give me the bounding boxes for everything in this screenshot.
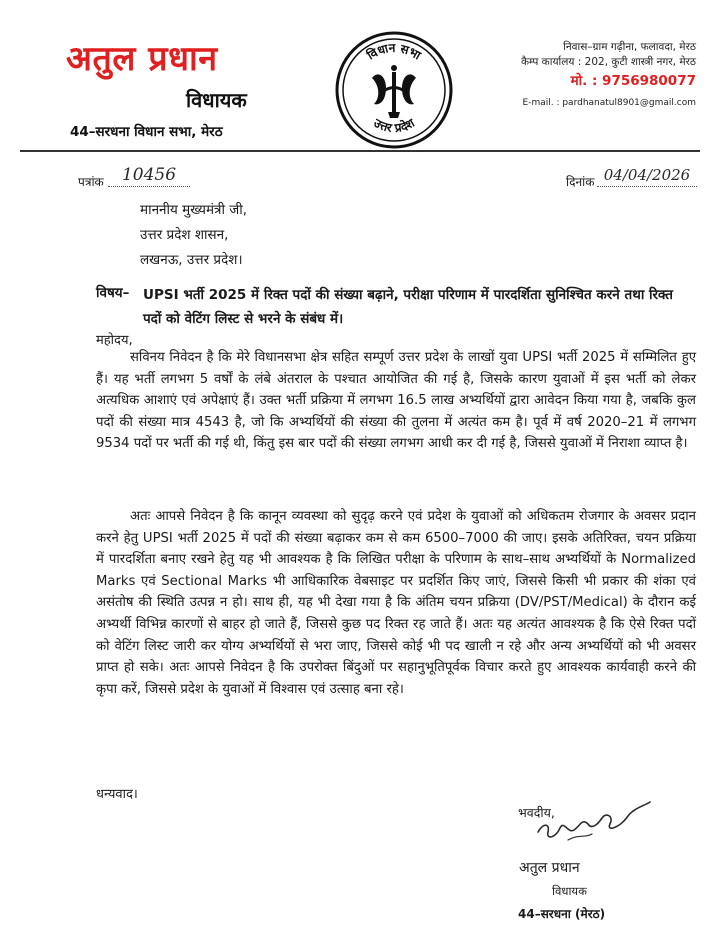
up-assembly-emblem-icon [334, 30, 454, 150]
signer-designation: विधायक [552, 884, 587, 898]
addressee-block [140, 198, 247, 273]
reference-number: 10456 [108, 164, 190, 187]
addressee-line: उत्तर प्रदेश शासन, [140, 227, 229, 243]
date-label: दिनांक [566, 175, 595, 189]
letterhead-contact [496, 40, 696, 111]
emblem-top-text: विधान सभा [364, 40, 424, 63]
sign-off: भवदीय, [518, 805, 555, 820]
closing-thanks: धन्यवाद। [96, 787, 138, 802]
camp-office-address: कैम्प कार्यालय : 202, कुटी शास्त्री नगर, मेरठ [520, 56, 696, 68]
subject-label: विषय– [96, 285, 130, 301]
letterhead-name: अतुल प्रधान [66, 39, 218, 79]
handwritten-signature [528, 794, 658, 854]
emblem-bottom-text: उत्तर प्रदेश [371, 115, 417, 136]
date-value: 04/04/2026 [597, 164, 697, 187]
signer-name: अतुल प्रधान [519, 860, 580, 876]
addressee-line: माननीय मुख्यमंत्री जी, [140, 202, 248, 218]
signer-constituency: 44–सरधना (मेरठ) [518, 907, 606, 921]
body-paragraph-2: अतः आपसे निवेदन है कि कानून व्यवस्था को सुदृढ़ करने एवं प्रदेश के युवाओं को अधिकतम रोजगार के अवसर प्रदान करने हेतु UPSI भर्ती 2025 में पदों की संख्या बढ़ाकर कम से कम 6500–7000 की जाए। इसके अतिरिक्त, चयन प्रक्रिया में पारदर्शिता बनाए रखने हेतु यह भी आवश्यक है कि लिखित परीक्षा के परिणाम के साथ–साथ अभ्यर्थियों के Normalized Marks एवं Sectional Marks भी आधिकारिक वेबसाइट पर प्रदर्शित किए जाएं, जिससे किसी भी प्रकार की शंका एवं असंतोष की स्थिति उत्पन्न न हो। साथ ही, यह भी देखा गया है कि अंतिम चयन प्रक्रिया (DV/PST/Medical) के दौरान कई अभ्यर्थी विभिन्न कारणों से बाहर हो जाते हैं, जिससे कुछ पद रिक्त रह जाते हैं। अतः यह अत्यंत आवश्यक है कि ऐसे रिक्त पदों को वेटिंग लिस्ट जारी कर योग्य अभ्यर्थियों से भरा जाए, जिससे कोई भी पद खाली न रहे और अन्य अभ्यर्थियों को भी अवसर प्राप्त हो सके। अतः आपसे निवेदन है कि उपरोक्त बिंदुओं पर सहानुभूतिपूर्वक विचार करते हुए आवश्यक कार्यवाही करने की कृपा करें, जिससे प्रदेश के युवाओं में विश्वास एवं उत्साह बना रहे। [96, 509, 696, 697]
salutation: महोदय, [96, 333, 133, 348]
subject-text: UPSI भर्ती 2025 में रिक्त पदों की संख्या बढ़ाने, परीक्षा परिणाम में पारदर्शिता सुनिश्चित करने तथा रिक्त पदों को वेटिंग लिस्ट से भरने के संबंध में। [143, 287, 673, 327]
letterhead-designation: विधायक [186, 88, 247, 112]
email-address: E-mail. : pardhanatul8901@gmail.com [522, 98, 696, 108]
addressee-line: लखनऊ, उत्तर प्रदेश। [140, 252, 243, 268]
phone-number: मो. : 9756980077 [570, 73, 696, 89]
body-paragraph-1: सविनय निवेदन है कि मेरे विधानसभा क्षेत्र सहित सम्पूर्ण उत्तर प्रदेश के लाखों युवा UPSI भर्ती 2025 में सम्मिलित हुए हैं। यह भर्ती लगभग 5 वर्षों के लंबे अंतराल के पश्चात आयोजित की गई है, जिसके कारण युवाओं में इस भर्ती को लेकर अत्यधिक आशाएं एवं अपेक्षाएं हैं। उक्त भर्ती प्रक्रिया में लगभग 16.5 लाख अभ्यर्थियों द्वारा आवेदन किया गया है, जबकि कुल पदों की संख्या मात्र 4543 है, जो कि अभ्यर्थियों की संख्या की तुलना में अत्यंत कम है। पूर्व में वर्ष 2020–21 में लगभग 9534 पदों पर भर्ती की गई थी, किंतु इस बार पदों की संख्या लगभग आधी कर दी गई है, जिससे युवाओं में निराशा व्याप्त है। [96, 350, 696, 452]
letterhead-constituency: 44–सरधना विधान सभा, मेरठ [70, 124, 223, 140]
svg-text:उत्तर प्रदेश [370, 115, 417, 135]
reference-label: पत्रांक [78, 175, 104, 189]
residence-address: निवास–ग्राम गढ़ीना, फलावदा, मेरठ [563, 41, 696, 53]
letterhead-divider [20, 150, 700, 152]
